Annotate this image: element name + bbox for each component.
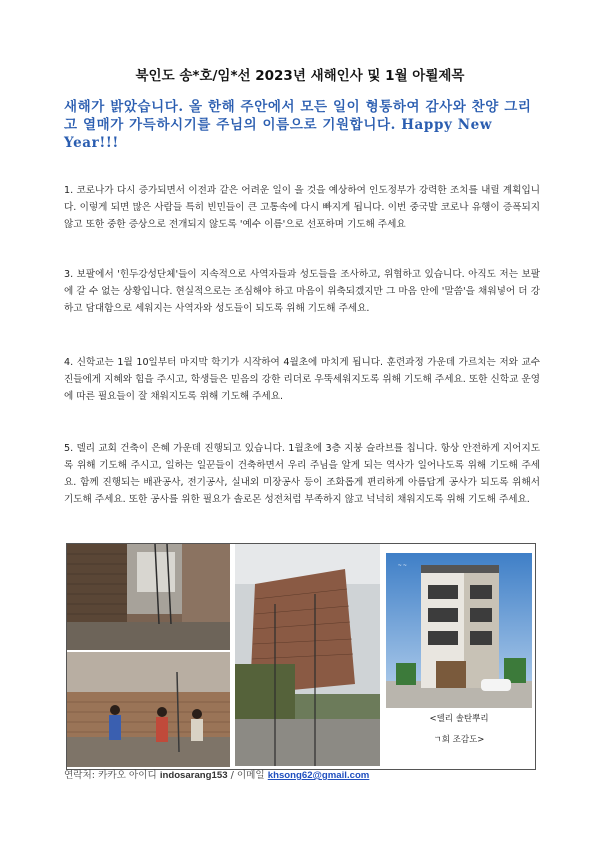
prayer-item-3: 3. 보팔에서 '힌두강성단체'들이 지속적으로 사역자들과 성도들을 조사하고, 위협하고 있습니다. 아직도 저는 보팔에 갈 수 없는 상황입니다. 현실적으로는 조심해야 하고 마음이 위축되겠지만 그 마음 안에 '말씀'을 채워넣어 더 강하고 담대함으로 세워지는 사역자와 성도들이 되도록 위해 기도해 주세요. bbox=[64, 269, 540, 314]
rendering-caption-line1: <델리 솔탄뿌리 bbox=[429, 714, 489, 724]
kakao-id: indosarang153 bbox=[159, 770, 228, 781]
construction-interior-photo bbox=[67, 544, 230, 650]
email-separator: / 이메일 bbox=[230, 770, 265, 781]
email-link[interactable]: khsong62@gmail.com bbox=[267, 770, 370, 781]
workers-site-photo bbox=[67, 652, 230, 767]
new-year-greeting: 새해가 밝았습니다. 올 한해 주안에서 모든 일이 형통하여 감사와 찬양 그리고 열매가 가득하시기를 주님의 이름으로 기원합니다. Happy New Year!!! bbox=[64, 99, 532, 151]
prayer-item-5: 5. 델리 교회 건축이 은혜 가운데 진행되고 있습니다. 1월초에 3층 지붕 슬라브를 칩니다. 항상 안전하게 지어지도록 위해 기도해 주시고, 일하는 일꾼들이 건축하면서 우리 주님을 알게 되는 역사가 일어나도록 위해 기도해 주세요. 함께 진행되는 배관공사, 전기공사, 실내외 미장공사 등이 조화롭게 편리하게 아름답게 공사가 되도록 위해서 기도해 주세요. 또한 공사를 위한 필요가 솔로몬 성전처럼 부족하지 않고 넉넉히 채워지도록 위해 기도해 주세요. bbox=[64, 443, 540, 505]
contact-label: 연락처: 카카오 아이디 bbox=[64, 770, 157, 781]
prayer-item-1: 1. 코로나가 다시 증가되면서 이전과 같은 어려운 일이 올 것을 예상하여 인도정부가 강력한 조치를 내릴 계획입니다. 이렇게 되면 많은 사람들 특히 빈민들이 큰 고통속에 다시 빠지게 됩니다. 이번 중국발 코로나 유행이 증폭되지 않고 또한 중한 증상으로 전개되지 않도록 '예수 이름'으로 선포하며 기도해 주세요 bbox=[64, 185, 540, 230]
page-title: 북인도 송*호/임*선 2023년 새해인사 및 1월 아뢸제목 bbox=[135, 68, 465, 84]
building-exterior-photo bbox=[235, 544, 380, 766]
prayer-item-4: 4. 신학교는 1월 10일부터 마지막 학기가 시작하여 4월초에 마치게 됩니다. 훈련과정 가운데 가르치는 저와 교수진들에게 지혜와 힘을 주시고, 학생들은 믿음의 강한 리더로 우뚝세워지도록 위해 기도해 주세요. 또한 신학교 운영에 따른 필요들이 잘 채워지도록 위해 기도해 주세요. bbox=[64, 357, 540, 402]
rendering-caption-line2: ㄱ회 조감도> bbox=[433, 735, 485, 745]
svg-text:~ ~: ~ ~ bbox=[398, 563, 407, 569]
church-rendering-photo bbox=[386, 553, 532, 708]
contact-line bbox=[64, 767, 369, 781]
